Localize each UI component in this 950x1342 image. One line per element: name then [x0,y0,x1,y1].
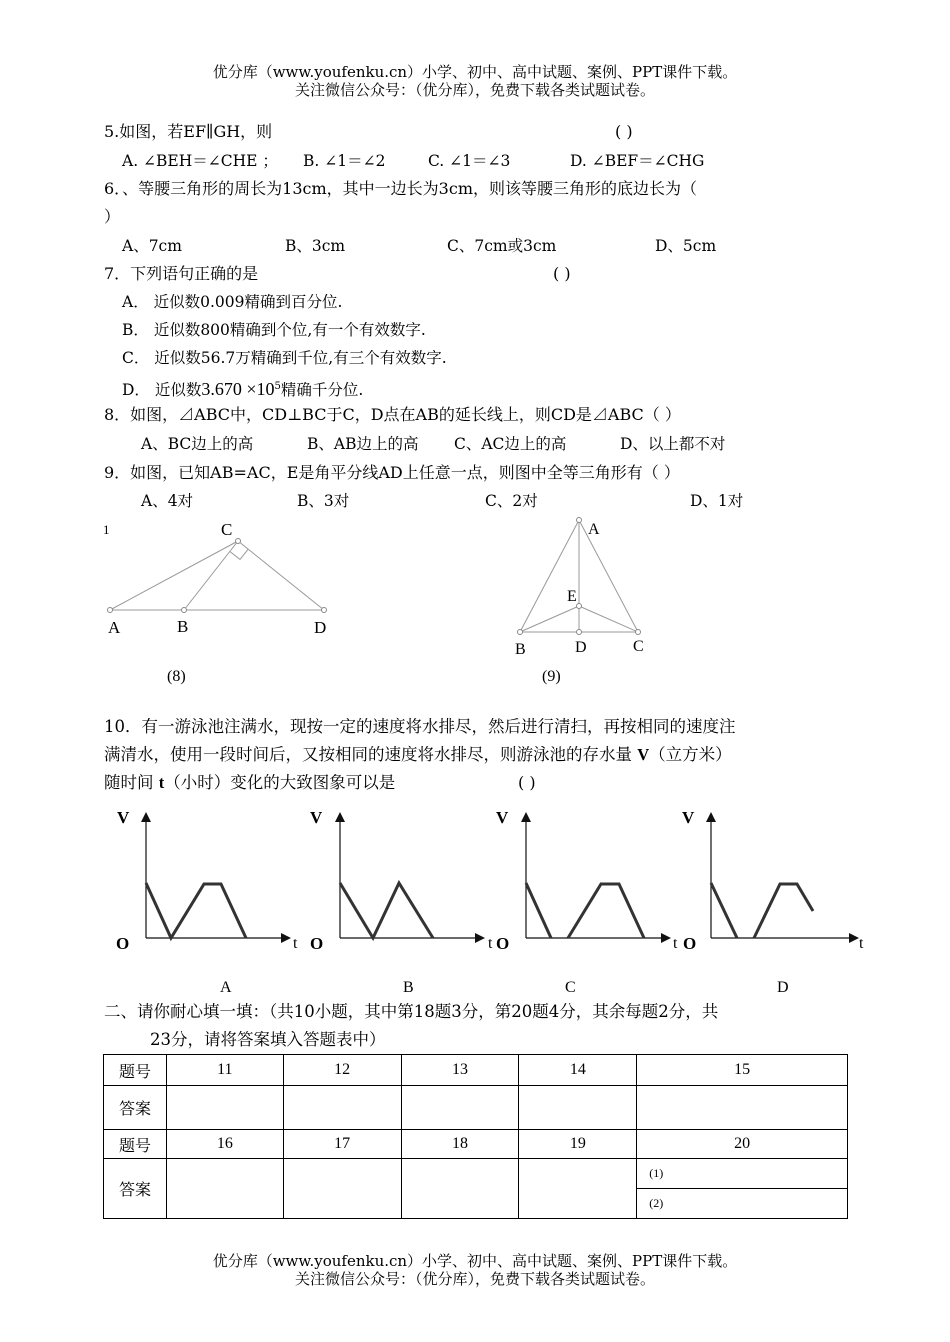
fig9-line-ce [579,606,638,632]
answer-cell-11[interactable] [166,1086,283,1130]
table-row [104,1055,848,1086]
graph-a-caption: A [220,979,232,996]
answer-cell-20-part-2[interactable]: (2) [637,1189,848,1219]
fig8-label-d: D [314,618,327,637]
graph-b [310,808,493,996]
answer-cell-19[interactable] [519,1159,637,1219]
q8-option-a: A、BC边上的高 [141,435,254,453]
fig8-label-c: C [221,520,233,539]
q7-stem: 7．下列语句正确的是 [104,264,259,283]
question-number: 12 [283,1055,401,1086]
fig8-point-a [108,608,113,613]
q5-stem: 5.如图，若EF∥GH，则 [104,122,273,141]
question-number: 14 [519,1055,637,1086]
header-line-1: 优分库（www.youfenku.cn）小学、初中、高中试题、案例、PPT课件下载。 [212,63,738,81]
graph-c-curve-refill [568,884,644,938]
graph-b-caption: B [403,979,414,996]
q5-option-b: B. ∠1＝∠2 [303,152,386,170]
q10-var-v: V [637,745,650,764]
fig9-point-d [577,630,582,635]
fig8-point-c [236,539,241,544]
fig8-point-b [182,608,187,613]
q8-option-c: C、AC边上的高 [454,435,567,453]
q7-option-a: A． 近似数0.009精确到百分位. [122,293,343,311]
q7-option-b: B． 近似数800精确到个位,有一个有效数字. [122,321,426,339]
figure-8 [95,515,345,695]
graph-b-t-label: t [488,935,493,952]
q8-stem: 8．如图，⊿ABC中，CD⊥BC于C，D点在AB的延长线上，则CD是⊿ABC（ ） [104,405,681,424]
graph-c [496,808,678,996]
answer-cell-15[interactable] [637,1086,848,1130]
q9-stem: 9．如图，已知AB=AC，E是角平分线AD上任意一点，则图中全等三角形有（ ） [104,463,680,482]
answer-cell-20-part-1[interactable]: (1) [637,1159,848,1189]
fig9-label-c: C [633,638,644,655]
graph-d-v-label: V [682,808,695,827]
q10-line-3-b: （小时）变化的大致图象可以是 [164,773,396,792]
section2-line-1: 二、请你耐心填一填：（共10小题，其中第18题3分，第20题4分，其余每题2分，共 [104,1002,719,1021]
q9-option-d: D、1对 [690,492,744,510]
fig8-caption: (8) [167,668,186,685]
q5-option-c: C. ∠1＝∠3 [428,152,511,170]
q7-option-d [122,377,363,400]
q6-option-b: B、3cm [285,237,346,255]
graph-a [116,808,298,996]
graph-d-curve-refill [754,884,813,938]
q5-option-d: D. ∠BEF＝∠CHG [570,152,705,170]
footer-line-2: 关注微信公众号：（优分库），免费下载各类试题试卷。 [294,1270,655,1288]
q10-line-1: 10．有一游泳池注满水，现按一定的速度将水排尽，然后进行清扫，再按相同的速度注 [104,717,736,736]
fig9-point-a [577,518,582,523]
q10-line-3 [104,773,395,793]
graph-a-t-label: t [293,935,298,952]
table-row [104,1130,848,1159]
graph-b-origin-label: O [310,934,324,953]
q10-graphs [100,800,880,1000]
graph-d-caption: D [777,979,789,996]
q10-line-2-a: 满清水，使用一段时间后，又按相同的速度将水排尽，则游泳池的存水量 [104,745,638,764]
fig9-point-b [518,630,523,635]
q7-option-c: C． 近似数56.7万精确到千位,有三个有效数字. [122,349,447,367]
fig8-label-a: A [108,618,121,637]
graph-c-curve-drain [526,883,551,938]
footer-line-1: 优分库（www.youfenku.cn）小学、初中、高中试题、案例、PPT课件下载。 [212,1252,738,1270]
question-number: 18 [401,1130,519,1159]
section2-line-2: 23分，请将答案填入答题表中） [150,1030,386,1049]
q10-line-3-a: 随时间 [104,773,159,792]
graph-b-v-label: V [310,808,323,827]
q5-option-a: A. ∠BEH＝∠CHE ； [122,152,278,170]
graph-a-curve [146,883,246,938]
fig8-line-ac [110,541,238,610]
graph-d-origin-label: O [683,934,697,953]
q6-stem-close: ） [104,207,121,226]
fig9-point-e [577,604,582,609]
question-number: 17 [283,1130,401,1159]
fig8-right-angle [230,549,248,559]
table-row [104,1159,848,1189]
fig8-line-bc [184,541,238,610]
graph-d-curve-drain [711,883,737,938]
question-number: 15 [637,1055,848,1086]
q10-line-2-b: （立方米） [649,745,732,764]
answer-cell-14[interactable] [519,1086,637,1130]
graph-a-origin-label: O [116,934,130,953]
fig9-point-c [636,630,641,635]
graph-d-t-label: t [859,935,864,952]
q6-stem: 6．、等腰三角形的周长为13cm，其中一边长为3cm，则该等腰三角形的底边长为（ [104,179,697,198]
q6-option-a: A、7cm [122,237,182,255]
question-number: 13 [401,1055,519,1086]
q10-paren: ( ) [518,773,536,792]
graph-c-origin-label: O [496,934,510,953]
header-line-2: 关注微信公众号：（优分库），免费下载各类试题试卷。 [294,81,655,99]
fig9-label-a: A [588,521,600,538]
fig8-mark: 1 [103,522,110,537]
graph-c-t-label: t [673,935,678,952]
question-number: 20 [637,1130,848,1159]
fig9-line-ab [520,520,579,632]
q7-option-d-pre: D． 近似数 [122,381,202,400]
graph-c-v-label: V [496,808,509,827]
fig8-line-cd [238,541,324,610]
q8-option-d: D、以上都不对 [620,435,726,453]
q6-option-d: D、5cm [655,237,717,255]
question-number: 11 [166,1055,283,1086]
fig9-caption: (9) [542,668,561,685]
q9-option-c: C、2对 [485,492,538,510]
graph-a-v-label: V [117,808,130,827]
fig8-label-b: B [177,617,189,636]
answer-cell-18[interactable] [401,1159,519,1219]
answer-header: 答案 [104,1159,167,1219]
graph-d [682,808,864,996]
fig9-label-e: E [567,588,577,605]
fig9-label-b: B [515,641,526,658]
answer-header: 答案 [104,1086,167,1130]
q10-line-2 [104,745,732,765]
question-number-header: 题号 [104,1130,167,1159]
answer-table [103,1054,848,1219]
answer-cell-16[interactable] [166,1159,283,1219]
q7-paren: ( ) [553,264,571,283]
graph-b-curve [340,883,433,938]
fig8-point-d [322,608,327,613]
q9-option-b: B、3对 [297,492,350,510]
answer-cell-17[interactable] [283,1159,401,1219]
question-number-header: 题号 [104,1055,167,1086]
q7-option-d-exponent: 5 [274,381,281,392]
question-number: 16 [166,1130,283,1159]
graph-c-caption: C [565,979,576,996]
q7-option-d-number: 3.670 ×10 [201,379,275,400]
q7-option-d-post: 精确千分位. [280,381,364,400]
fig9-line-be [520,606,579,632]
figure-9 [505,513,665,693]
q10-var-t: t [158,773,165,792]
answer-cell-13[interactable] [401,1086,519,1130]
question-number: 19 [519,1130,637,1159]
q5-paren: ( ) [615,122,633,141]
fig9-label-d: D [575,639,587,656]
q6-option-c: C、7cm或3cm [447,237,557,255]
q8-option-b: B、AB边上的高 [307,435,419,453]
answer-cell-12[interactable] [283,1086,401,1130]
table-row [104,1086,848,1130]
q9-option-a: A、4对 [141,492,194,510]
